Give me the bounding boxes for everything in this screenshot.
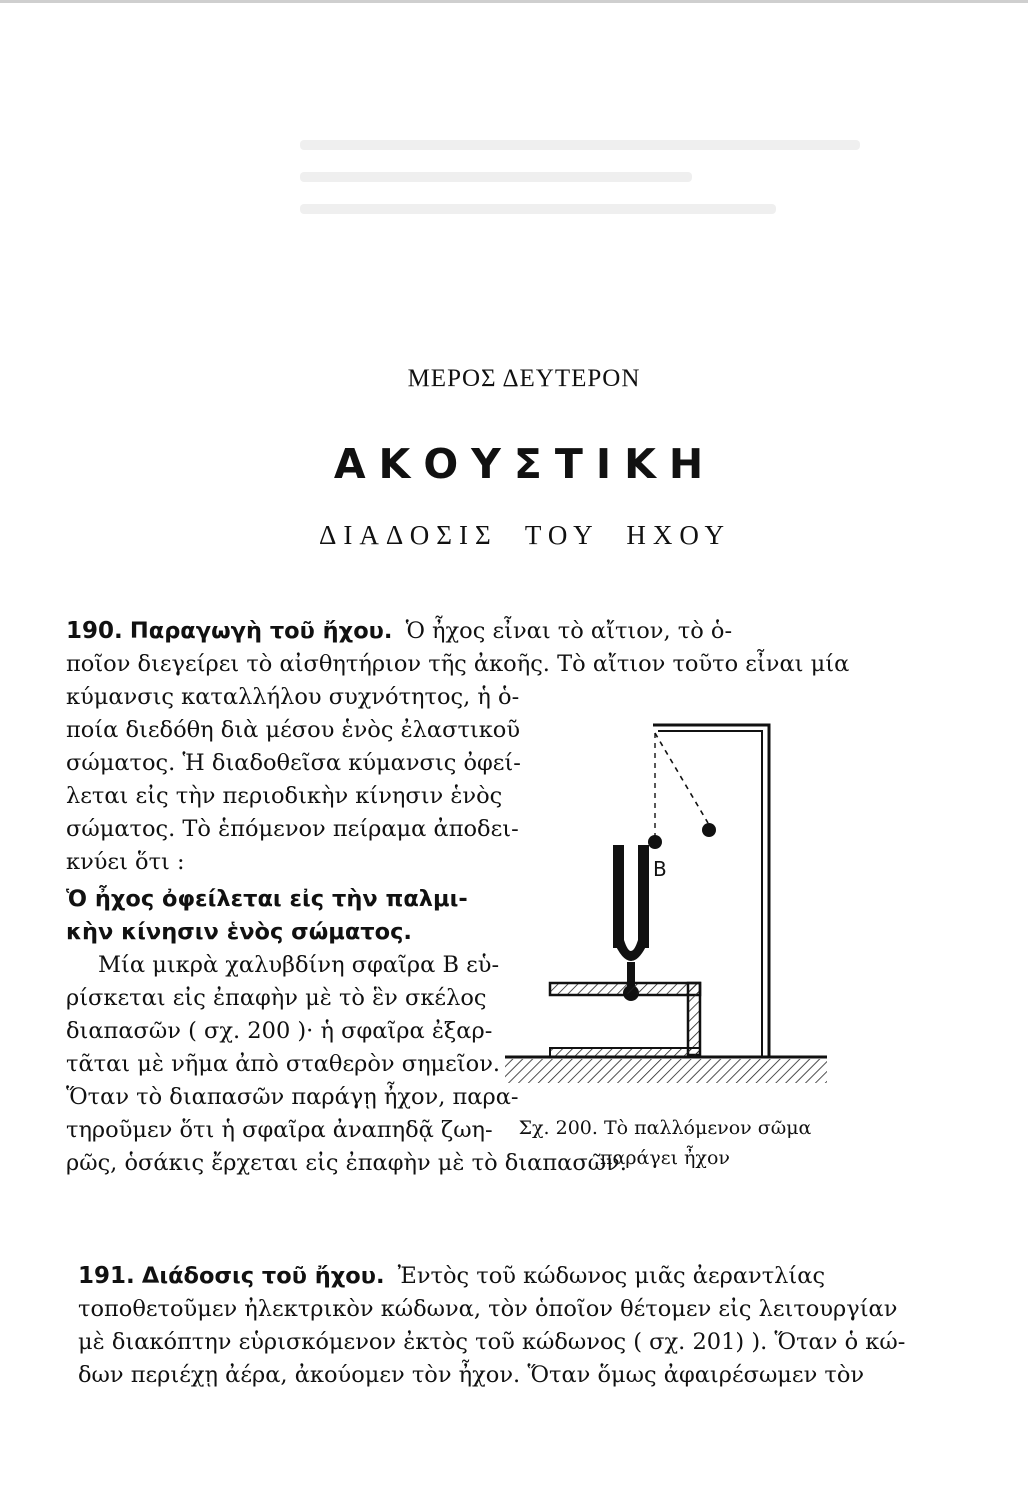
- line-text: Ὁ ἦχος εἶναι τὸ αἴτιον, τὸ ὁ-: [405, 618, 733, 644]
- paragraph-line: λεται εἰς τὴν περιοδικὴν κίνησιν ἑνὸς: [66, 783, 503, 809]
- scan-edge: [0, 0, 1028, 3]
- ground: [505, 1057, 827, 1083]
- paragraph-line: Μία μικρὰ χαλυβδίνη σφαῖρα Β εὑ-: [98, 952, 500, 978]
- ball-swing-position: [702, 823, 716, 837]
- caption-line: Σχ. 200. Τὸ παλλόμενον σῶμα: [518, 1117, 812, 1139]
- section-191: [78, 1260, 906, 1392]
- paragraph-line: Ὅταν τὸ διαπασῶν παράγῃ ἦχον, παρα-: [66, 1084, 519, 1110]
- section-number: 191.: [78, 1263, 135, 1289]
- paragraph-line: κύμανσις καταλλήλου συχνότητος, ἡ ὁ-: [66, 684, 520, 710]
- label-b: Β: [653, 857, 667, 881]
- paragraph-line: κνύει ὅτι :: [66, 849, 185, 875]
- paragraph-line: τηροῦμεν ὅτι ἡ σφαῖρα ἀναπηδᾷ ζωη-: [66, 1117, 493, 1143]
- chapter-subtitle: ΔΙΑΔΟΣΙΣ ΤΟΥ ΗΧΟΥ: [319, 520, 731, 550]
- shelf: [550, 983, 700, 1055]
- paragraph-line: διαπασῶν ( σχ. 200 )· ἡ σφαῖρα ἐξαρ-: [66, 1018, 493, 1044]
- figure-caption: [500, 1113, 830, 1173]
- line-text: Ἐντὸς τοῦ κώδωνος μιᾶς ἀεραντλίας: [397, 1263, 826, 1289]
- principle-line: Ὁ ἦχος ὀφείλεται εἰς τὴν παλμι-: [66, 886, 468, 912]
- paragraph-line: δων περιέχῃ ἀέρα, ἀκούομεν τὸν ἦχον. Ὅταν ὅμως ἀφαιρέσωμεν τὸν: [78, 1362, 865, 1388]
- paragraph-line: ρῶς, ὁσάκις ἔρχεται εἰς ἐπαφὴν μὲ τὸ διαπασῶν.: [66, 1150, 627, 1176]
- figure-200-tuning-fork: [495, 700, 835, 1090]
- thread: [655, 733, 708, 823]
- paragraph-line: τοποθετοῦμεν ἠλεκτρικὸν κώδωνα, τὸν ὁποῖον θέτομεν εἰς λειτουργίαν: [78, 1296, 898, 1322]
- section-heading: Διάδοσις τοῦ ἤχου.: [141, 1263, 385, 1289]
- paragraph-line: σώματος. Ἡ διαδοθεῖσα κύμανσις ὀφεί-: [66, 750, 521, 776]
- chapter-title: ΑΚΟΥΣΤΙΚΗ: [333, 440, 717, 488]
- part-heading: ΜΕΡΟΣ ΔΕΥΤΕΡΟΝ: [407, 365, 641, 392]
- paragraph-line: μὲ διακόπτην εὑρισκόμενον ἐκτὸς τοῦ κώδωνος ( σχ. 201) ). Ὅταν ὁ κώ-: [78, 1329, 906, 1355]
- support-stand: [653, 725, 769, 1057]
- tuning-fork: [613, 845, 649, 1001]
- paragraph-line: ρίσκεται εἰς ἐπαφὴν μὲ τὸ ἓν σκέλος: [66, 985, 487, 1011]
- paragraph-line: [78, 1260, 858, 1293]
- ball-b: [648, 835, 662, 849]
- bleed-through-text: [300, 140, 860, 230]
- paragraph-line: [66, 615, 846, 648]
- section-number: 190.: [66, 618, 123, 644]
- paragraph-line: τᾶται μὲ νῆμα ἀπὸ σταθερὸν σημεῖον.: [66, 1051, 501, 1077]
- caption-line: παράγει ἦχον: [600, 1147, 730, 1169]
- principle-line: κὴν κίνησιν ἑνὸς σώματος.: [66, 919, 412, 945]
- section-heading: Παραγωγὴ τοῦ ἤχου.: [129, 618, 393, 644]
- paragraph-line: ποῖον διεγείρει τὸ αἰσθητήριον τῆς ἀκοῆς. Τὸ αἴτιον τοῦτο εἶναι μία: [66, 651, 850, 677]
- paragraph-line: ποία διεδόθη διὰ μέσου ἑνὸς ἐλαστικοῦ: [66, 717, 521, 743]
- paragraph-line: σώματος. Τὸ ἑπόμενον πείραμα ἀποδει-: [66, 816, 519, 842]
